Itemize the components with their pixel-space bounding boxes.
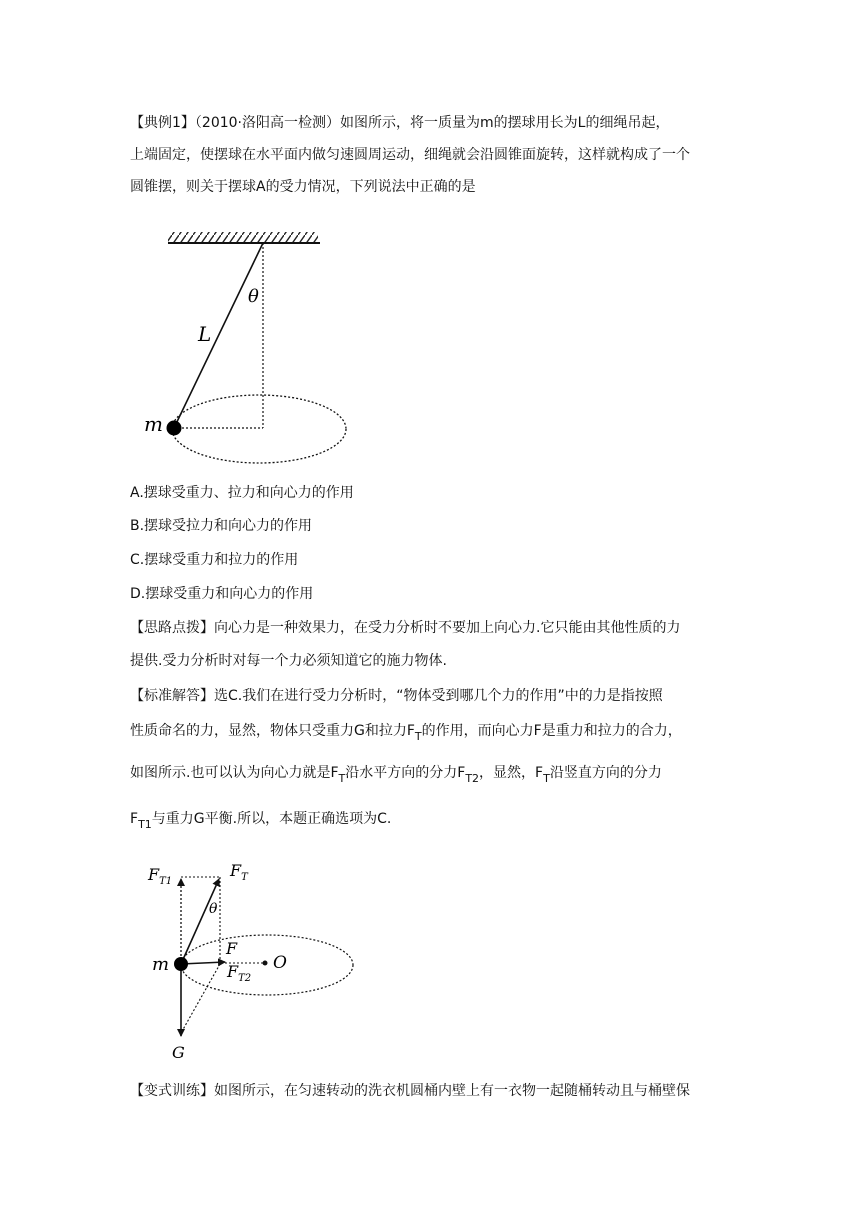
answer-text2b: 的作用，而向心力F是重力和拉力的合力，	[421, 723, 682, 739]
example-stem-line2	[130, 142, 730, 168]
pendulum-bob	[167, 421, 182, 436]
m-label: m	[152, 954, 170, 975]
variant-tag: 【变式训练】	[130, 1083, 214, 1099]
answer-line4	[130, 806, 730, 832]
ft2-label-main: F	[227, 962, 239, 981]
answer-text1: 选C.我们在进行受力分析时，“物体受到哪几个力的作用”中的力是指按照	[214, 688, 663, 704]
example-stem-text3: 圆锥摆，则关于摆球A的受力情况，下列说法中正确的是	[130, 179, 476, 195]
answer-text2a: 性质命名的力，显然，物体只受重力G和拉力F	[130, 723, 415, 739]
conical-pendulum-figure	[130, 225, 370, 475]
ft1-label-main: F	[148, 865, 160, 884]
subscript-t: T	[543, 772, 550, 785]
answer-line3	[130, 760, 730, 786]
f-label: F	[226, 939, 238, 958]
hint-tag: 【思路点拨】	[130, 620, 214, 636]
example-stem-line3	[130, 174, 730, 200]
option-c: C.摆球受重力和拉力的作用	[130, 552, 299, 568]
ft1-label	[147, 865, 172, 887]
length-label: L	[198, 322, 212, 346]
ft2-label	[226, 962, 251, 984]
center-point	[263, 961, 268, 966]
answer-text4a: F	[130, 811, 139, 827]
answer-text3b: 沿水平方向的分力F	[345, 765, 466, 781]
answer-line1	[130, 683, 730, 709]
string-line	[174, 243, 263, 428]
example-stem-text1: 如图所示，将一质量为m的摆球用长为L的细绳吊起，	[340, 115, 670, 131]
option-d: D.摆球受重力和向心力的作用	[130, 586, 314, 602]
example-tag: 【典例1】	[130, 115, 195, 131]
example-source: （2010·洛阳高一检测）	[194, 115, 341, 131]
answer-text3d: 沿竖直方向的分力	[549, 765, 662, 781]
tension-arrow	[181, 879, 219, 964]
orbit-ellipse	[172, 395, 346, 463]
answer-line2	[130, 718, 730, 744]
answer-text3a: 如图所示.也可以认为向心力就是F	[130, 765, 339, 781]
hint-line1	[130, 615, 730, 641]
option-b: B.摆球受拉力和向心力的作用	[130, 518, 313, 534]
example-stem-text2: 上端固定，使摆球在水平面内做匀速圆周运动，细绳就会沿圆锥面旋转，这样就构成了一个	[130, 147, 690, 163]
ft2-label-sub: T2	[238, 973, 252, 984]
ceiling-hatch	[168, 232, 318, 242]
mass-label: m	[144, 412, 163, 436]
subscript-t: T	[338, 772, 346, 785]
variant-text: 如图所示，在匀速转动的洗衣机圆桶内壁上有一衣物一起随桶转动且与桶壁保	[214, 1083, 690, 1099]
ft-label	[229, 861, 249, 883]
answer-text3c: ，显然，F	[479, 765, 544, 781]
answer-tag: 【标准解答】	[130, 688, 214, 704]
subscript-t2: T2	[465, 772, 480, 785]
o-label: O	[273, 953, 287, 973]
answer-text4b: 与重力G平衡.所以，本题正确选项为C.	[151, 811, 392, 827]
theta-label: θ	[209, 901, 218, 917]
subscript-t1: T1	[138, 818, 152, 831]
theta-label: θ	[248, 286, 259, 307]
variant-line	[130, 1078, 730, 1104]
ft1-label-sub: T1	[159, 876, 173, 887]
option-a: A.摆球受重力、拉力和向心力的作用	[130, 485, 354, 501]
g-label: G	[172, 1043, 185, 1062]
subscript-t: T	[414, 730, 422, 743]
pendulum-bob	[174, 957, 188, 971]
example-stem-line1	[130, 110, 730, 136]
ft-label-sub: T	[241, 872, 248, 883]
dotted-resultant-line	[181, 964, 220, 1033]
hint-line2: 提供.受力分析时对每一个力必须知道它的施力物体.	[130, 653, 447, 669]
hint-text1: 向心力是一种效果力，在受力分析时不要加上向心力.它只能由其他性质的力	[214, 620, 681, 636]
ft-label-main: F	[230, 861, 242, 880]
orbit-ellipse	[181, 935, 353, 995]
force-diagram-figure	[130, 850, 370, 1070]
